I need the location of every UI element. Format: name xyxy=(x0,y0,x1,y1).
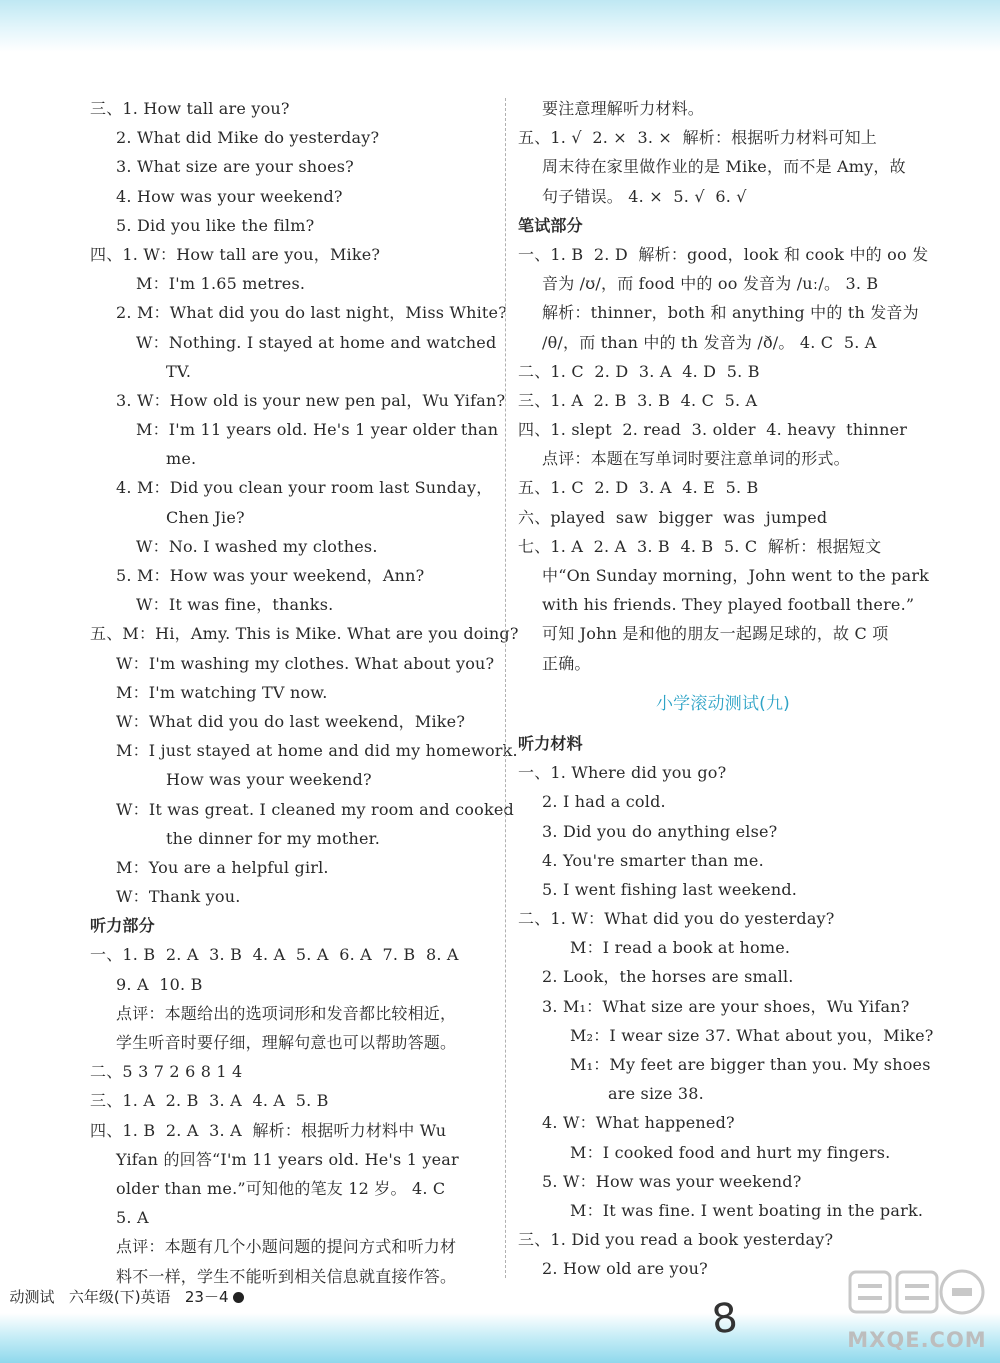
answer-line: M₁：My feet are bigger than you. My shoes xyxy=(570,1055,931,1075)
right-column-answers xyxy=(518,94,928,678)
answer-line: TV. xyxy=(166,361,192,381)
answer-line: /θ/，而 than 中的 th 发音为 /ð/。 4. C 5. A xyxy=(542,332,877,352)
answer-line: M：It was fine. I went boating in the park. xyxy=(570,1200,924,1220)
answer-line: 2. What did Mike do yesterday? xyxy=(116,128,380,148)
answer-line: 料不一样，学生不能听到相关信息就直接作答。 xyxy=(116,1266,457,1286)
answer-line: 要注意理解听力材料。 xyxy=(542,99,705,118)
answer-line: 三、1. A 2. B 3. A 4. A 5. B xyxy=(90,1091,329,1111)
answer-line: 可知 John 是和他的朋友一起踢足球的，故 C 项 xyxy=(542,624,889,644)
answer-line: 四、1. W：How tall are you，Mike? xyxy=(90,244,381,264)
answer-line: M：I read a book at home. xyxy=(570,938,791,958)
answer-line: 六、played saw bigger was jumped xyxy=(518,507,828,527)
answer-line: W：It was fine，thanks. xyxy=(136,595,334,615)
section-heading: 笔试部分 xyxy=(518,215,583,235)
footer-dot-icon xyxy=(233,1292,244,1303)
unit-title: 小学滚动测试(九) xyxy=(655,693,791,714)
answer-line: W：Thank you. xyxy=(116,887,241,907)
answer-line: 3. W：How old is your new pen pal，Wu Yifan? xyxy=(116,390,506,410)
watermark-text: MXQE.COM xyxy=(847,1328,987,1352)
answer-line: 四、1. B 2. A 3. A 解析：根据听力材料中 Wu xyxy=(90,1120,447,1140)
answer-line: 5. W：How was your weekend? xyxy=(542,1171,802,1191)
left-answer-column xyxy=(90,94,519,1291)
answer-line: 一、1. B 2. A 3. B 4. A 5. A 6. A 7. B 8. A xyxy=(90,945,459,965)
answer-line: 2. Look，the horses are small. xyxy=(542,967,794,987)
listening-material xyxy=(518,729,934,1284)
answer-line: 四、1. slept 2. read 3. older 4. heavy thinner xyxy=(518,420,908,440)
answer-line: M₂：I wear size 37. What about you，Mike? xyxy=(570,1025,934,1045)
answer-line: 点评：本题有几个小题问题的提问方式和听力材 xyxy=(116,1237,457,1257)
answer-line: 正确。 xyxy=(542,653,591,673)
answer-line: 2. M：What did you do last night，Miss White? xyxy=(116,303,507,323)
answer-line: 5. Did you like the film? xyxy=(116,215,315,235)
answer-line: M：I just stayed at home and did my homework. xyxy=(116,741,518,761)
answer-line: 2. I had a cold. xyxy=(542,792,666,812)
answer-line: 3. Did you do anything else? xyxy=(542,821,778,841)
answer-line: M：I cooked food and hurt my fingers. xyxy=(570,1142,891,1162)
answer-line: 解析：thinner，both 和 anything 中的 th 发音为 xyxy=(542,303,919,323)
answer-line: 3. What size are your shoes? xyxy=(116,157,354,177)
answer-line: 二、5 3 7 2 6 8 1 4 xyxy=(90,1062,243,1082)
section-heading: 听力部分 xyxy=(90,916,155,936)
answer-line: Chen Jie? xyxy=(166,507,245,527)
answer-line: 一、1. B 2. D 解析：good，look 和 cook 中的 oo 发 xyxy=(518,244,929,264)
answer-line: M：I'm watching TV now. xyxy=(116,682,328,702)
answer-line: 七、1. A 2. A 3. B 4. B 5. C 解析：根据短文 xyxy=(518,536,882,556)
answer-line: 五、1. C 2. D 3. A 4. E 5. B xyxy=(518,478,759,498)
page-footer xyxy=(0,1268,244,1307)
answer-line: W：It was great. I cleaned my room and cooked xyxy=(116,799,514,819)
answer-line: W：I'm washing my clothes. What about you? xyxy=(116,653,495,673)
answer-line: 句子错误。 4. × 5. √ 6. √ xyxy=(542,186,747,206)
column-divider xyxy=(505,98,506,1278)
answer-line: W：What did you do last weekend，Mike? xyxy=(116,711,466,731)
answer-line: 一、1. Where did you go? xyxy=(518,763,727,783)
answer-line: 三、1. A 2. B 3. B 4. C 5. A xyxy=(518,390,758,410)
answer-line: 3. M₁：What size are your shoes，Wu Yifan? xyxy=(542,996,910,1016)
answer-line: with his friends. They played football there.” xyxy=(542,595,915,615)
answer-line: 5. I went fishing last weekend. xyxy=(542,879,798,899)
answer-line: the dinner for my mother. xyxy=(166,828,381,848)
answer-line: 中“On Sunday morning，John went to the park xyxy=(542,566,930,585)
answer-line: Yifan 的回答“I'm 11 years old. He's 1 year xyxy=(116,1149,459,1169)
answer-line: 周末待在家里做作业的是 Mike，而不是 Amy，故 xyxy=(542,157,906,177)
answer-line: 三、1. How tall are you? xyxy=(90,99,290,118)
answer-line: 二、1. W：What did you do yesterday? xyxy=(518,909,835,929)
top-decorative-band xyxy=(0,0,1000,52)
answer-line: 学生听音时要仔细，理解句意也可以帮助答题。 xyxy=(116,1033,457,1052)
answer-line: 五、M：Hi，Amy. This is Mike. What are you doing? xyxy=(90,624,519,644)
answer-line: 点评：本题在写单词时要注意单词的形式。 xyxy=(542,449,850,469)
answer-line: 2. How old are you? xyxy=(542,1259,708,1279)
answer-line: W：Nothing. I stayed at home and watched xyxy=(136,332,497,352)
answer-line: are size 38. xyxy=(608,1084,704,1104)
answer-line: 点评：本题给出的选项词形和发音都比较相近， xyxy=(116,1003,457,1023)
answer-line: 三、1. Did you read a book yesterday? xyxy=(518,1230,834,1250)
answer-line: 4. M：Did you clean your room last Sunday， xyxy=(116,478,493,498)
answer-line: M：You are a helpful girl. xyxy=(116,857,329,877)
answer-line: M：I'm 11 years old. He's 1 year older than xyxy=(136,420,499,440)
answer-line: 4. How was your weekend? xyxy=(116,186,343,206)
answer-line: 音为 /ʊ/，而 food 中的 oo 发音为 /uː/。 3. B xyxy=(542,274,879,294)
answer-line: me. xyxy=(166,449,197,469)
answer-line: older than me.”可知他的笔友 12 岁。 4. C xyxy=(116,1178,446,1198)
answer-line: 5. M：How was your weekend，Ann? xyxy=(116,566,425,585)
answer-line: 五、1. √ 2. × 3. × 解析：根据听力材料可知上 xyxy=(518,128,877,148)
section-heading: 听力材料 xyxy=(518,733,583,753)
answer-line: 4. You're smarter than me. xyxy=(542,850,764,870)
answer-line: M：I'm 1.65 metres. xyxy=(136,274,306,294)
handwritten-page-number: 8 xyxy=(709,1294,740,1344)
answer-line: 9. A 10. B xyxy=(116,974,203,994)
answer-line: How was your weekend? xyxy=(166,770,372,790)
answer-line: 4. W：What happened? xyxy=(542,1113,735,1133)
answer-line: W：No. I washed my clothes. xyxy=(136,536,378,556)
footer-label: 动测试 六年级(下)英语 23－4 xyxy=(9,1288,229,1306)
answer-line: 5. A xyxy=(116,1208,149,1228)
answer-line: 二、1. C 2. D 3. A 4. D 5. B xyxy=(518,361,760,381)
right-answer-column xyxy=(518,94,934,1284)
